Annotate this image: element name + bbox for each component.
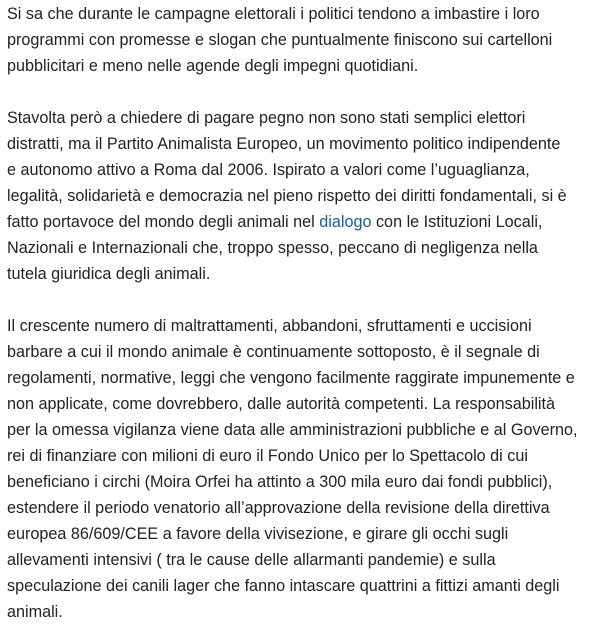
paragraph-1 [7,1,595,79]
text-line-with-link [7,209,595,235]
text-line: Il crescente numero di maltrattamenti, abbandoni, sfruttamenti e uccisioni [7,317,532,335]
text-line: barbare a cui il mondo animale è continuamente sottoposto, è il segnale di [7,343,540,361]
link-prefix-text: fatto portavoce del mondo degli animali nel [7,213,320,231]
text-line: beneficiano i circhi (Moira Orfei ha attinto a 300 mila euro dai fondi pubblici), [7,473,553,491]
text-line: estendere il periodo venatorio all’approvazione della revisione della direttiva [7,499,550,517]
text-line: Nazionali e Internazionali che, troppo spesso, peccano di negligenza nella [7,239,538,257]
text-line: per la omessa vigilanza viene data alle amministrazioni pubbliche e al Governo, [7,421,578,439]
article-body [7,0,595,625]
text-line: europea 86/609/CEE a favore della vivisezione, e girare gli occhi sugli [7,525,509,543]
text-line: distratti, ma il Partito Animalista Europeo, un movimento politico indipendente [7,135,561,153]
link-suffix-text: con le Istituzioni Locali, [371,213,543,231]
paragraph-2 [7,105,595,287]
text-line: animali. [7,603,63,621]
text-line: e autonomo attivo a Roma dal 2006. Ispirato a valori come l’uguaglianza, [7,161,530,179]
text-line: pubblicitari e meno nelle agende degli impegni quotidiani. [7,57,419,75]
dialogo-link[interactable]: dialogo [319,213,372,231]
text-line: rei di finanziare con milioni di euro il Fondo Unico per lo Spettacolo di cui [7,447,528,465]
text-line: legalità, solidarietà e democrazia nel pieno rispetto dei diritti fondamentali, si è [7,187,567,205]
text-line: programmi con promesse e slogan che puntualmente finiscono sui cartelloni [7,31,553,49]
text-line: allevamenti intensivi ( tra le cause delle allarmanti pandemie) e sulla [7,551,496,569]
text-line: non applicate, come dovrebbero, dalle autorità competenti. La responsabilità [7,395,556,413]
paragraph-3 [7,313,595,625]
text-line: tutela giuridica degli animali. [7,265,211,283]
text-line: Stavolta però a chiedere di pagare pegno non sono stati semplici elettori [7,109,526,127]
text-line: regolamenti, normative, leggi che vengono facilmente raggirate impunemente e [7,369,575,387]
text-line: Si sa che durante le campagne elettorali i politici tendono a imbastire i loro [7,5,540,23]
text-line: speculazione dei canili lager che fanno intascare quattrini a fittizi amanti degli [7,577,560,595]
